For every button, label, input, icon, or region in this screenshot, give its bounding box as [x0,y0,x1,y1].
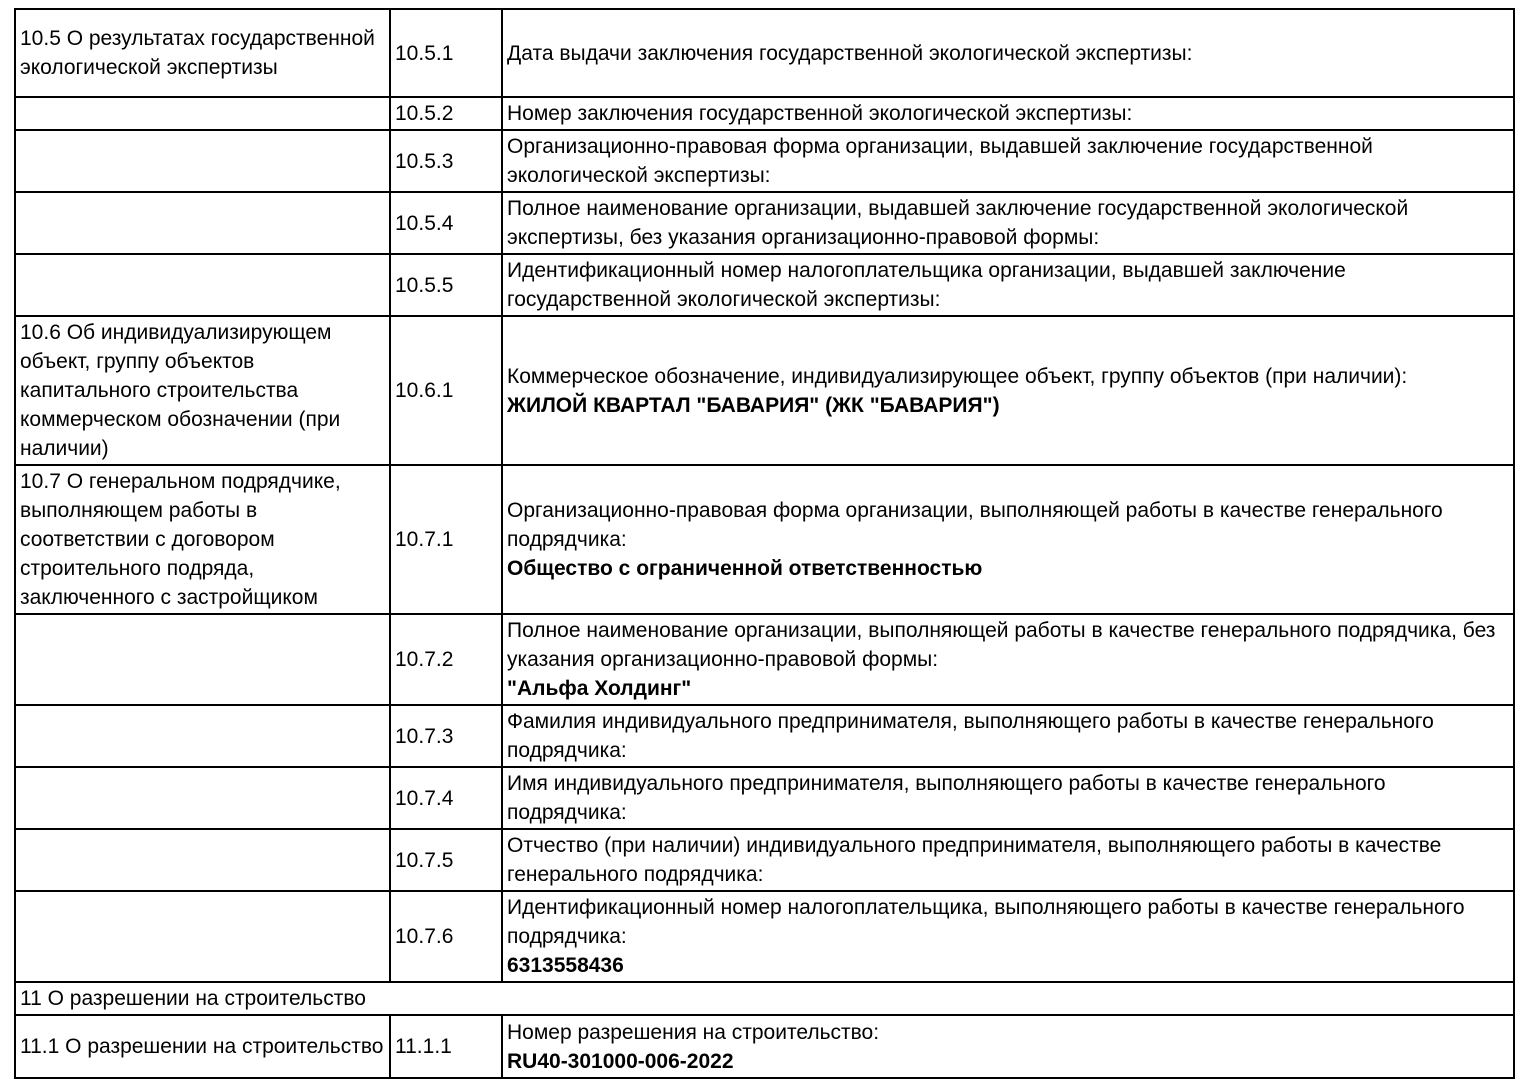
description-text: Идентификационный номер налогоплательщика, выполняющего работы в качестве генерального подрядчика: [507,896,1465,948]
section-cell [15,192,390,254]
code-cell: 10.7.5 [390,829,502,891]
table-row [15,316,1514,465]
section-cell [15,130,390,192]
description-cell [502,130,1514,192]
section-cell [15,829,390,891]
description-text: Идентификационный номер налогоплательщика организации, выдавшей заключение государственной экологической экспертизы: [507,259,1346,311]
value-text: Общество с ограниченной ответственностью [507,557,983,580]
description-text: Полное наименование организации, выполняющей работы в качестве генерального подрядчика, без указания организационно-правовой формы: [507,619,1496,671]
code-cell: 10.5.3 [390,130,502,192]
code-cell: 10.5.2 [390,97,502,130]
table-row [15,254,1514,316]
section-cell: 10.6 Об индивидуализирующем объект, группу объектов капитального строительства коммерческом обозначении (при наличии) [15,316,390,465]
table-row [15,891,1514,982]
section-cell [15,767,390,829]
value-text: RU40-301000-006-2022 [507,1049,734,1073]
value-text: "Альфа Холдинг" [507,677,692,700]
section-cell: 10.7 О генеральном подрядчике, выполняющем работы в соответствии с договором строительного подряда, заключенного с застройщиком [15,465,390,614]
description-cell [502,829,1514,891]
table-row [15,614,1514,705]
code-cell: 10.6.1 [390,316,502,465]
section-cell [15,891,390,982]
code-cell: 10.5.5 [390,254,502,316]
code-cell: 10.7.3 [390,705,502,767]
description-cell [502,465,1514,614]
section-header-text: 11 О разрешении на строительство [15,982,1514,1015]
description-cell [502,97,1514,130]
description-cell [502,891,1514,982]
description-text: Дата выдачи заключения государственной экологической экспертизы: [507,41,1193,65]
description-text: Имя индивидуального предпринимателя, выполняющего работы в качестве генерального подрядчика: [507,772,1386,824]
description-text: Номер заключения государственной экологической экспертизы: [507,102,1133,125]
description-text: Организационно-правовая форма организации, выполняющей работы в качестве генерального подрядчика: [507,499,1443,551]
description-cell [502,1015,1514,1078]
code-cell: 10.5.1 [390,9,502,97]
section-header-row [15,982,1514,1015]
code-cell: 10.5.4 [390,192,502,254]
description-cell [502,705,1514,767]
section-cell [15,254,390,316]
description-cell [502,614,1514,705]
section-cell [15,705,390,767]
section-cell: 10.5 О результатах государственной экологической экспертизы [15,9,390,97]
description-cell [502,9,1514,97]
description-text: Отчество (при наличии) индивидуального предпринимателя, выполняющего работы в качестве генерального подрядчика: [507,834,1442,886]
value-text: ЖИЛОЙ КВАРТАЛ "БАВАРИЯ" (ЖК "БАВАРИЯ") [507,393,1000,417]
table-row [15,9,1514,97]
description-text: Коммерческое обозначение, индивидуализирующее объект, группу объектов (при наличии): [507,364,1408,388]
table-row [15,465,1514,614]
table-row [15,829,1514,891]
declaration-table [14,8,1515,1079]
description-text: Номер разрешения на строительство: [507,1020,880,1044]
description-cell [502,192,1514,254]
code-cell: 10.7.1 [390,465,502,614]
description-cell [502,316,1514,465]
table-row [15,130,1514,192]
section-cell [15,97,390,130]
description-cell [502,767,1514,829]
description-text: Организационно-правовая форма организации, выдавшей заключение государственной экологической экспертизы: [507,135,1373,187]
table-row [15,97,1514,130]
section-cell: 11.1 О разрешении на строительство [15,1015,390,1078]
declaration-table-body [15,9,1514,1078]
code-cell: 10.7.4 [390,767,502,829]
table-row [15,192,1514,254]
code-cell: 10.7.2 [390,614,502,705]
table-row [15,705,1514,767]
table-row [15,1015,1514,1078]
code-cell: 11.1.1 [390,1015,502,1078]
code-cell: 10.7.6 [390,891,502,982]
description-text: Полное наименование организации, выдавшей заключение государственной экологической экспертизы, без указания организационно-правовой формы: [507,197,1409,249]
description-cell [502,254,1514,316]
table-row [15,767,1514,829]
section-cell [15,614,390,705]
value-text: 6313558436 [507,954,624,977]
description-text: Фамилия индивидуального предпринимателя, выполняющего работы в качестве генерального подрядчика: [507,710,1434,762]
